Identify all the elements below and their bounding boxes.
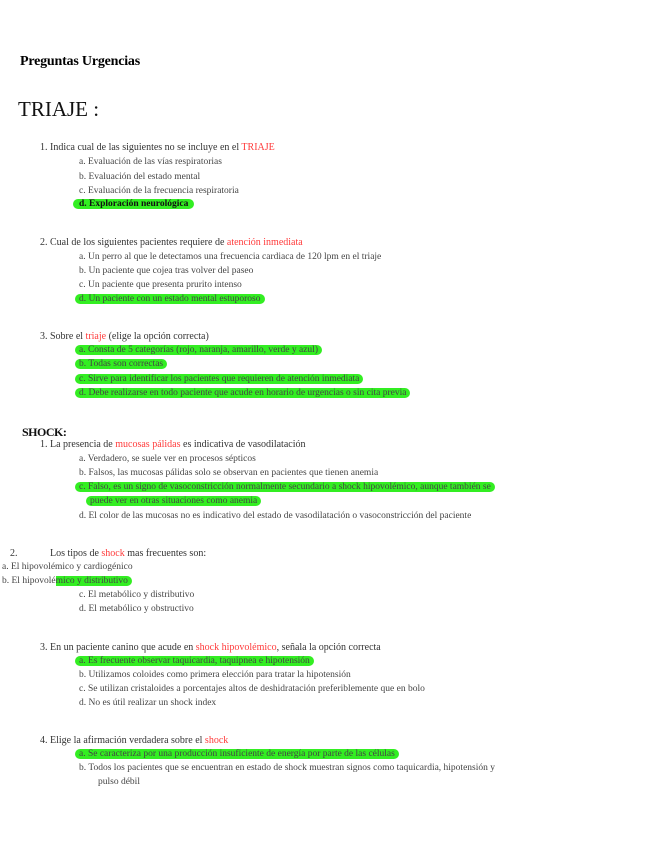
- question-text: 1. Indica cual de las siguientes no se incluye en el: [40, 142, 242, 153]
- option-b: b. Utilizamos coloides como primera elección para tratar la hipotensión: [79, 670, 351, 680]
- option-d-correct: d. Exploración neurológica: [73, 199, 194, 209]
- question-text-end: es indicativa de vasodilatación: [180, 439, 306, 450]
- option-a: a. Evaluación de las vías respiratorias: [79, 157, 222, 167]
- option-a: a. Verdadero, se suele ver en procesos sépticos: [79, 454, 256, 464]
- option-a: a. Un perro al que le detectamos una frecuencia cardiaca de 120 lpm en el triaje: [79, 252, 382, 262]
- question-triaje-1: [40, 142, 275, 153]
- option-c-correct-continued: puede ver en otras situaciones como anemia: [86, 496, 261, 506]
- option-d-correct: d. Un paciente con un estado mental estuporoso: [75, 294, 265, 304]
- option-b-continued: pulso débil: [98, 777, 140, 787]
- option-b: b. Todos los pacientes que se encuentran en estado de shock muestran signos como taquicardia, hipotensión y: [79, 763, 496, 773]
- option-d: d. El metabólico y obstructivo: [79, 604, 194, 614]
- question-triaje-3: [40, 331, 209, 342]
- question-text: 3. Sobre el: [40, 331, 86, 342]
- option-a-correct: a. Se caracteriza por una producción insuficiente de energía por parte de las células: [75, 749, 399, 759]
- option-b: b. Falsos, las mucosas pálidas solo se observan en pacientes que tienen anemia: [79, 468, 379, 478]
- question-text: 1. La presencia de: [40, 439, 116, 450]
- option-b-correct: b. El hipovolémico y distributivo: [2, 576, 132, 586]
- section-heading-shock: SHOCK:: [22, 425, 67, 439]
- option-c-correct: c. Falso, es un signo de vasoconstricción normalmente secundario a shock hipovolémico, aunque también se: [75, 482, 495, 492]
- question-shock-3: [40, 642, 381, 653]
- option-d-correct: d. Debe realizarse en todo paciente que acude en horario de urgencias o sin cita previa: [75, 388, 410, 398]
- document-title: Preguntas Urgencias: [20, 54, 140, 69]
- question-text: 4. Elige la afirmación verdadera sobre el: [40, 735, 205, 746]
- option-c: c. Evaluación de la frecuencia respiratoria: [79, 186, 239, 196]
- option-b-correct: b. Todas son correctas: [75, 359, 167, 369]
- question-shock-2: [50, 548, 206, 559]
- question-triaje-2: [40, 237, 303, 248]
- section-heading-triaje: TRIAJE :: [18, 97, 100, 121]
- option-a-correct: a. Consta de 5 categorías (rojo, naranja, amarillo, verde y azul): [75, 345, 322, 355]
- highlighted-term: atención inmediata: [226, 237, 303, 248]
- highlighted-term: shock hipovolémico: [195, 642, 277, 653]
- highlighted-term: shock: [204, 735, 229, 746]
- question-text-end: , señala la opción correcta: [276, 642, 381, 653]
- highlighted-term: mucosas pálidas: [115, 439, 181, 450]
- question-text-end: (elige la opción correcta): [106, 331, 209, 342]
- question-text: 2. Cual de los siguientes pacientes requiere de: [40, 237, 227, 248]
- option-a: a. El hipovolémico y cardiogénico: [2, 562, 133, 572]
- option-c: c. El metabólico y distributivo: [79, 590, 195, 600]
- option-c: c. Un paciente que presenta prurito intenso: [79, 280, 242, 290]
- option-b: b. Evaluación del estado mental: [79, 172, 201, 182]
- highlighted-term: TRIAJE: [241, 142, 275, 153]
- option-d: d. El color de las mucosas no es indicativo del estado de vasodilatación o vasoconstricción del paciente: [79, 511, 472, 521]
- highlighted-term: shock: [101, 548, 125, 559]
- option-b: b. Un paciente que cojea tras volver del paseo: [79, 266, 254, 276]
- option-d: d. No es útil realizar un shock index: [79, 698, 217, 708]
- highlighted-term: triaje: [85, 331, 107, 342]
- option-c-correct: c. Sirve para identificar los pacientes que requieren de atención inmediata: [75, 374, 363, 384]
- option-a-correct: a. Es frecuente observar taquicardia, taquipnea e hipotensión: [75, 656, 314, 666]
- question-shock-1: [40, 439, 305, 450]
- question-text: Los tipos de: [50, 548, 102, 559]
- question-text-end: mas frecuentes son:: [124, 548, 207, 559]
- question-shock-2-number: 2.: [10, 548, 18, 559]
- question-text: 3. En un paciente canino que acude en: [40, 642, 196, 653]
- question-shock-4: [40, 735, 228, 746]
- option-c: c. Se utilizan cristaloides a porcentajes altos de deshidratación preferiblemente que en bolo: [79, 684, 425, 694]
